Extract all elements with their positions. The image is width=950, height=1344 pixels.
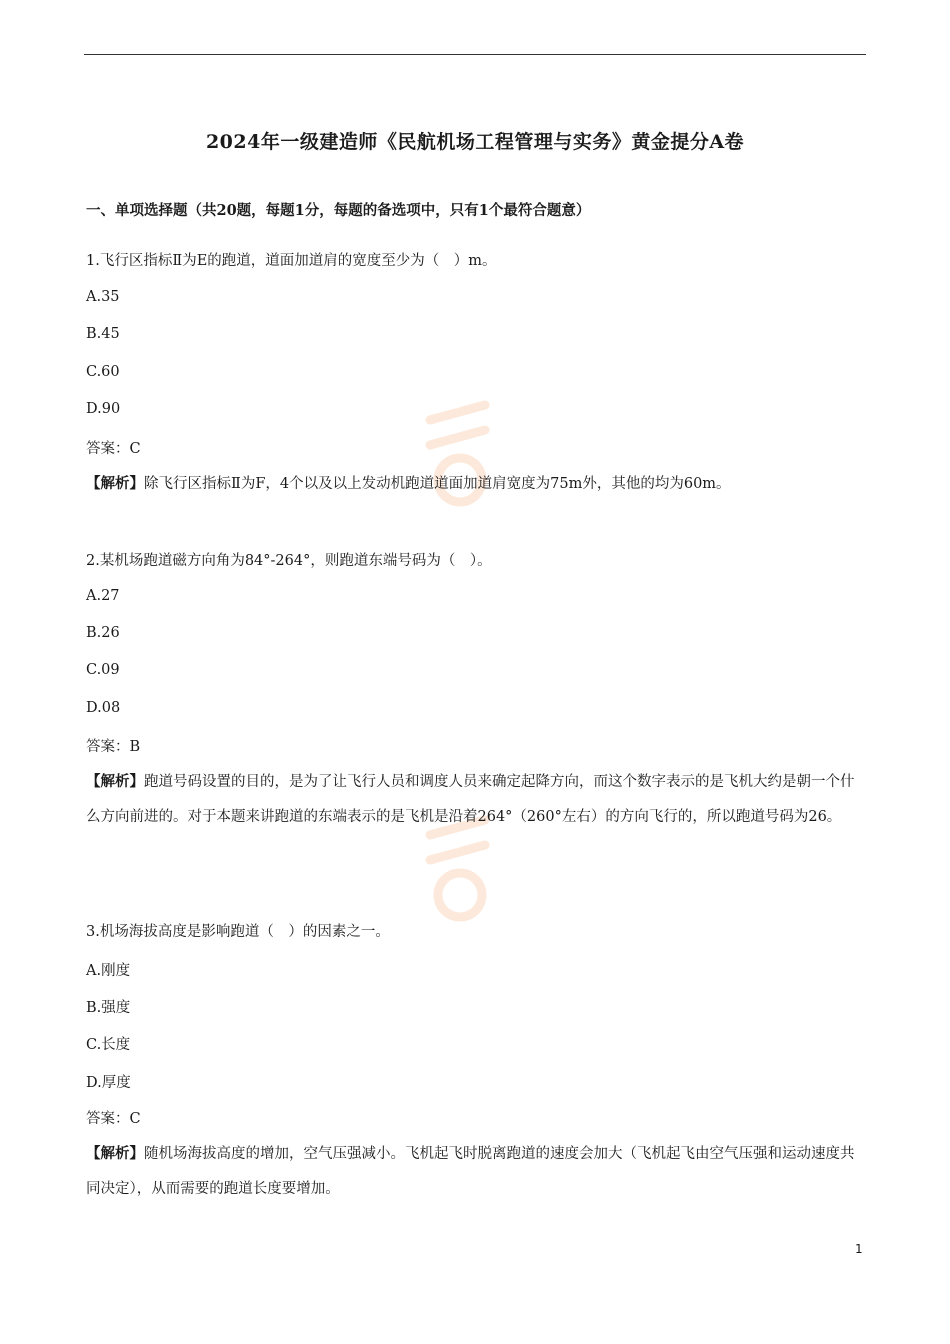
- answer: 答案：B: [86, 739, 141, 755]
- option-b: B.强度: [86, 1000, 131, 1016]
- option-c: C.09: [86, 662, 120, 678]
- analysis: [86, 1136, 864, 1207]
- analysis-label: 【解析】: [86, 475, 144, 492]
- section-heading: 一、单项选择题（共20题，每题1分，每题的备选项中，只有1个最符合题意）: [86, 202, 591, 219]
- analysis-text: 随机场海拔高度的增加，空气压强减小。飞机起飞时脱离跑道的速度会加大（飞机起飞由空气压强和运动速度共同决定），从而需要的跑道长度要增加。: [86, 1146, 855, 1197]
- option-a: A.刚度: [86, 963, 131, 979]
- answer: 答案：C: [86, 441, 141, 457]
- option-d: D.厚度: [86, 1075, 131, 1091]
- header-rule: [84, 54, 866, 55]
- option-a: A.35: [86, 289, 120, 305]
- option-a: A.27: [86, 588, 120, 604]
- option-b: B.45: [86, 326, 120, 342]
- analysis-text: 跑道号码设置的目的，是为了让飞行人员和调度人员来确定起降方向，而这个数字表示的是飞机大约是朝一个什么方向前进的。对于本题来讲跑道的东端表示的是飞机是沿着264°（260°左右）的方向飞行的，所以跑道号码为26。: [86, 774, 855, 825]
- option-d: D.08: [86, 700, 121, 716]
- option-c: C.60: [86, 364, 120, 380]
- analysis: [86, 764, 864, 835]
- analysis-label: 【解析】: [86, 773, 144, 790]
- question-stem: 1.飞行区指标Ⅱ为E的跑道，道面加道肩的宽度至少为（ ）m。: [86, 253, 497, 269]
- document-title: 2024年一级建造师《民航机场工程管理与实务》黄金提分A卷: [205, 131, 745, 153]
- page-number: 1: [855, 1242, 863, 1256]
- analysis: [86, 466, 864, 502]
- option-c: C.长度: [86, 1037, 131, 1053]
- analysis-label: 【解析】: [86, 1145, 144, 1162]
- answer: 答案：C: [86, 1111, 141, 1127]
- analysis-text: 除飞行区指标Ⅱ为F，4个以及以上发动机跑道道面加道肩宽度为75m外，其他的均为60m。: [144, 476, 731, 492]
- question-stem: 3.机场海拔高度是影响跑道（ ）的因素之一。: [86, 924, 390, 940]
- option-d: D.90: [86, 401, 121, 417]
- question-stem: 2.某机场跑道磁方向角为84°-264°，则跑道东端号码为（ ）。: [86, 553, 492, 569]
- option-b: B.26: [86, 625, 120, 641]
